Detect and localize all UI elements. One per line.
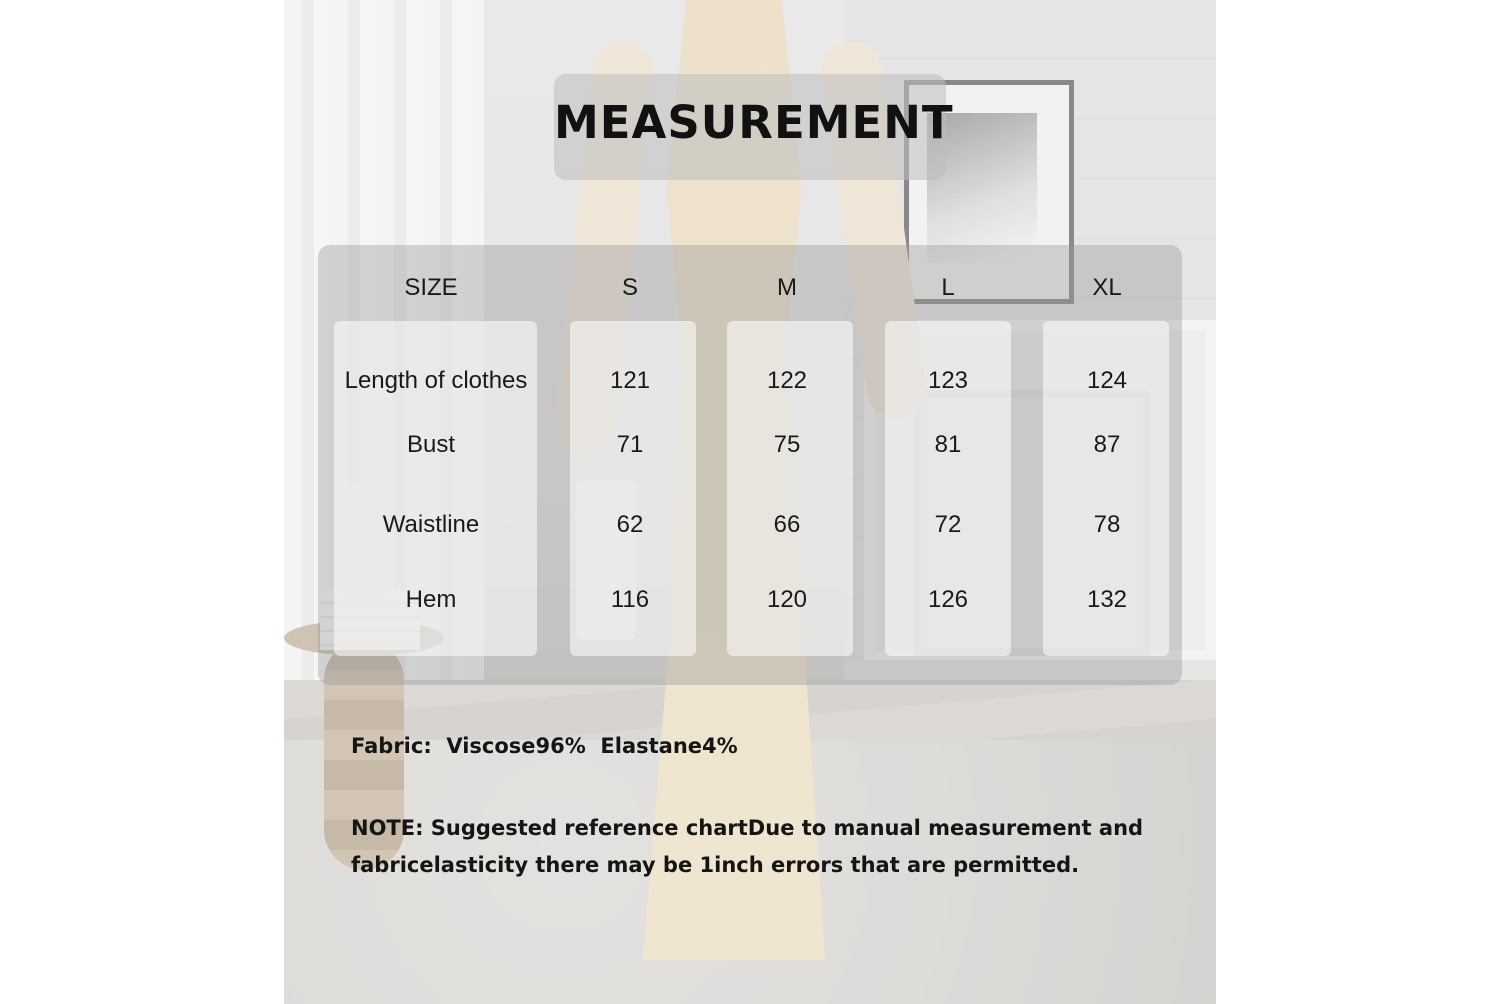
cell-l: 126 [927,586,969,613]
header-l: L [941,274,955,301]
cell-m: 122 [766,367,808,394]
cell-m: 120 [766,586,808,613]
cell-l: 81 [934,431,962,458]
row-label: Length of clothes [344,367,528,394]
cell-s: 62 [616,511,644,538]
cell-l: 123 [927,367,969,394]
cell-xl: 132 [1086,586,1128,613]
row-label: Hem [405,586,457,613]
cell-m: 75 [773,431,801,458]
cell-xl: 78 [1093,511,1121,538]
measurement-note: NOTE: Suggested reference chartDue to manual measurement and fabricelasticity there may be 1inch errors that are permitted. [351,816,1144,877]
fabric-composition: Fabric: Viscose96% Elastane4% [351,734,738,758]
header-xl: XL [1092,274,1122,301]
cell-m: 66 [773,511,801,538]
row-label: Bust [406,431,456,458]
header-s: S [621,274,638,301]
cell-xl: 87 [1093,431,1121,458]
header-m: M [777,274,797,301]
cell-s: 116 [610,586,650,613]
page-title: MEASUREMENT [554,96,954,149]
cell-l: 72 [934,511,962,538]
header-size: SIZE [404,274,458,301]
row-label: Waistline [382,511,480,538]
cell-s: 121 [609,367,651,394]
cell-xl: 124 [1086,367,1128,394]
cell-s: 71 [616,431,644,458]
